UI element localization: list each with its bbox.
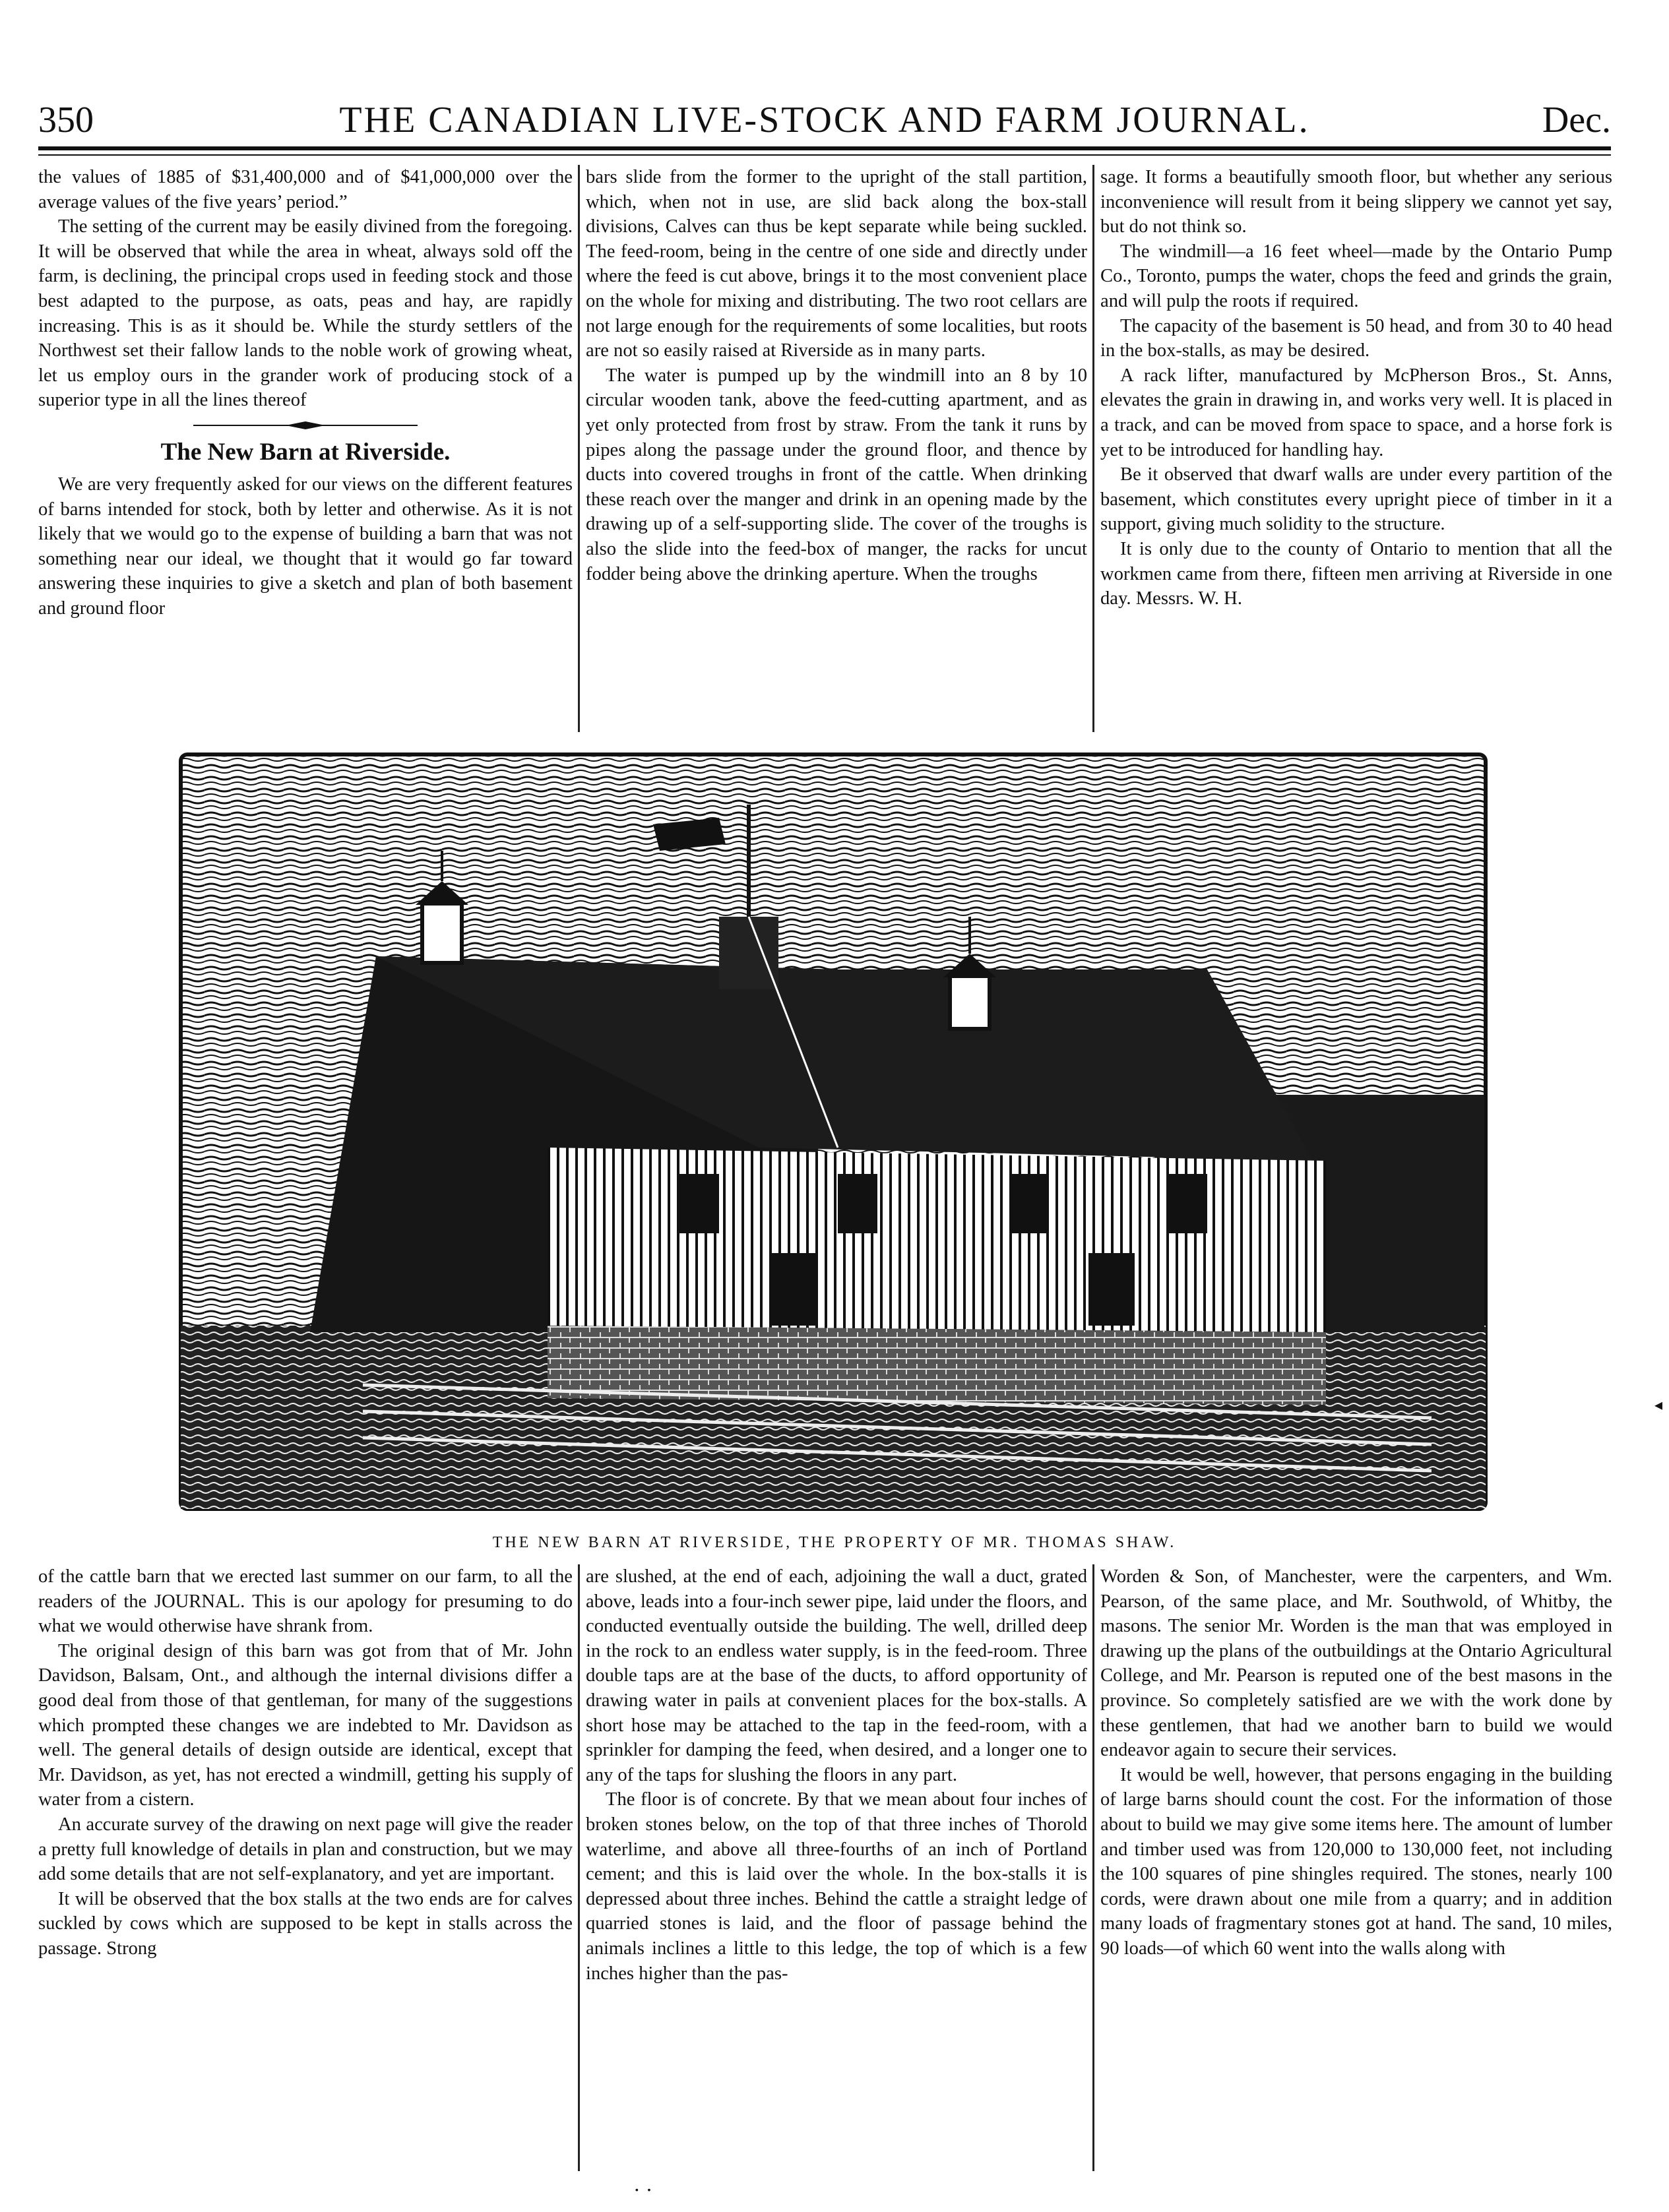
bottom-column-1	[38, 1564, 573, 2171]
barn-engraving	[178, 752, 1488, 1512]
bottom-column-2	[586, 1564, 1087, 2171]
paragraph: The original design of this barn was got from that of Mr. John Davidson, Balsam, Ont., and although the internal divisions differ a good deal from those of that gentleman, for many of the suggestions which prompted these changes we are indebted to Mr. Davidson as well. The general details of design outside are identical, except that Mr. Davidson, as yet, has not erected a windmill, getting his supply of water from a cistern.	[38, 1640, 573, 1810]
bottom-column-3	[1100, 1564, 1612, 2171]
journal-title: THE CANADIAN LIVE-STOCK AND FARM JOURNAL.	[339, 100, 1310, 140]
paragraph: the values of 1885 of $31,400,000 and of $41,000,000 over the average values of the five years’ period.”	[38, 167, 573, 212]
top-column-3	[1100, 165, 1612, 739]
paragraph: The setting of the current may be easily divined from the foregoing. It will be observed that while the area in wheat, always sold off the farm, is declining, the principal crops used in feeding stock and those best adapted to the purpose, as oats, peas and hay, are rapidly increasing. This is as it should be. While the sturdy settlers of the Northwest set their fallow lands to the noble work of growing wheat, let us employ ours in the grander work of producing stock of a superior type in all the lines thereof	[38, 216, 573, 411]
page-month: Dec.	[1542, 100, 1611, 140]
section-divider-ornament	[193, 421, 418, 430]
margin-mark: ◂	[1654, 1397, 1663, 1414]
column-rule	[578, 165, 580, 732]
paragraph: of the cattle barn that we erected last summer on our farm, to all the readers of the JOURNAL. This is our apology for presuming to do what we would otherwise have shrank from.	[38, 1566, 573, 1637]
footer-dots: · ·	[633, 2178, 653, 2201]
paragraph: A rack lifter, manufactured by McPherson Bros., St. Anns, elevates the grain in drawing in, and works very well. It is placed in a track, and can be moved from space to space, and a horse fork is yet to be introduced for handling hay.	[1100, 365, 1612, 460]
paragraph: are slushed, at the end of each, adjoining the wall a duct, grated above, leads into a four-inch sewer pipe, laid under the floors, and conducted eventually outside the building. The well, drilled deep in the rock to an endless water supply, is in the feed-room. Three double taps are at the base of the ducts, to afford opportunity of drawing water in pails at convenient places for the box-stalls. A short hose may be attached to the tap in the feed-room, with a sprinkler for damping the feed, when desired, and a longer one to any of the taps for slushing the floors in any part.	[586, 1566, 1087, 1785]
paragraph: Be it observed that dwarf walls are under every partition of the basement, which constitutes every upright piece of timber in it a support, giving much solidity to the structure.	[1100, 464, 1612, 535]
column-rule	[578, 1564, 580, 2171]
top-column-1	[38, 165, 573, 739]
paragraph: An accurate survey of the drawing on next page will give the reader a pretty full knowledge of details in plan and construction, but we may add some details that are not self-explanatory, and yet are important.	[38, 1814, 573, 1885]
figure-caption: THE NEW BARN AT RIVERSIDE, THE PROPERTY OF MR. THOMAS SHAW.	[492, 1534, 1177, 1551]
paragraph: The capacity of the basement is 50 head, and from 30 to 40 head in the box-stalls, as may be desired.	[1100, 315, 1612, 361]
paragraph: The water is pumped up by the windmill into an 8 by 10 circular wooden tank, above the feed-cutting apartment, and as yet only protected from frost by straw. From the tank it runs by pipes along the passage under the ground floor, and thence by ducts into covered troughs in front of the cattle. When drinking these reach over the manger and drink in an opening made by the drawing up of a self-supporting slide. The cover of the troughs is also the slide into the feed-box of manger, the racks for uncut fodder being above the drinking aperture. When the troughs	[586, 365, 1087, 584]
paragraph: Worden & Son, of Manchester, were the carpenters, and Wm. Pearson, of the same place, and Mr. Southwold, of Whitby, the masons. The senior Mr. Worden is the man that was employed in drawing up the plans of the outbuildings at the Ontario Agricultural College, and Mr. Pearson is reputed one of the best masons in the province. So completely satisfied are we with the work done by these gentlemen, that had we another barn to build we would endeavor again to secure their services.	[1100, 1566, 1612, 1761]
paragraph: The floor is of concrete. By that we mean about four inches of broken stones below, on the top of that three inches of Thorold waterlime, and above all three-fourths of an inch of Portland cement; and this is laid over the whole. In the box-stalls it is depressed about three inches. Behind the cattle a straight ledge of quarried stones is laid, and the floor of passage behind the animals inclines a little to this ledge, the top of which is a few inches higher than the pas-	[586, 1789, 1087, 1984]
header-rule-thick	[38, 146, 1611, 150]
paragraph: It will be observed that the box stalls at the two ends are for calves suckled by cows which are supposed to be kept in stalls across the passage. Strong	[38, 1888, 573, 1959]
section-heading: The New Barn at Riverside.	[160, 438, 451, 466]
column-rule	[1092, 165, 1094, 732]
paragraph: sage. It forms a beautifully smooth floor, but whether any serious inconvenience will result from it being slippery we cannot yet say, but do not think so.	[1100, 167, 1612, 237]
page-number: 350	[38, 100, 94, 140]
paragraph: The windmill—a 16 feet wheel—made by the Ontario Pump Co., Toronto, pumps the water, chops the feed and grinds the grain, and will pulp the roots if required.	[1100, 241, 1612, 311]
paragraph: It would be well, however, that persons engaging in the building of large barns should count the cost. For the information of those about to build we may give some items here. The amount of lumber and timber used was from 120,000 to 130,000 feet, not including the 100 squares of pine shingles required. The stones, nearly 100 cords, were drawn about one mile from a quarry; and in addition many loads of fragmentary stones got at hand. The sand, 10 miles, 90 loads—of which 60 went into the walls along with	[1100, 1764, 1612, 1959]
column-rule	[1092, 1564, 1094, 2171]
paragraph: bars slide from the former to the upright of the stall partition, which, when not in use, are slid back along the box-stall divisions, Calves can thus be kept separate while being suckled. The feed-room, being in the centre of one side and directly under where the feed is cut above, brings it to the most convenient place on the whole for mixing and distributing. The two root cellars are not large enough for the requirements of some localities, but roots are not so easily raised at Riverside as in many parts.	[586, 167, 1087, 361]
paragraph: It is only due to the county of Ontario to mention that all the workmen came from there, fifteen men arriving at Riverside in one day. Messrs. W. H.	[1100, 538, 1612, 609]
paragraph: We are very frequently asked for our views on the different features of barns intended for stock, both by letter and otherwise. As it is not likely that we would go to the expense of building a barn that was not something near our ideal, we thought that it would go far toward answering these inquiries to give a sketch and plan of both basement and ground floor	[38, 474, 573, 619]
header-rule-thin	[38, 154, 1611, 156]
barn-illustration	[178, 752, 1488, 1512]
top-column-2	[586, 165, 1087, 739]
page-header	[38, 99, 1611, 145]
